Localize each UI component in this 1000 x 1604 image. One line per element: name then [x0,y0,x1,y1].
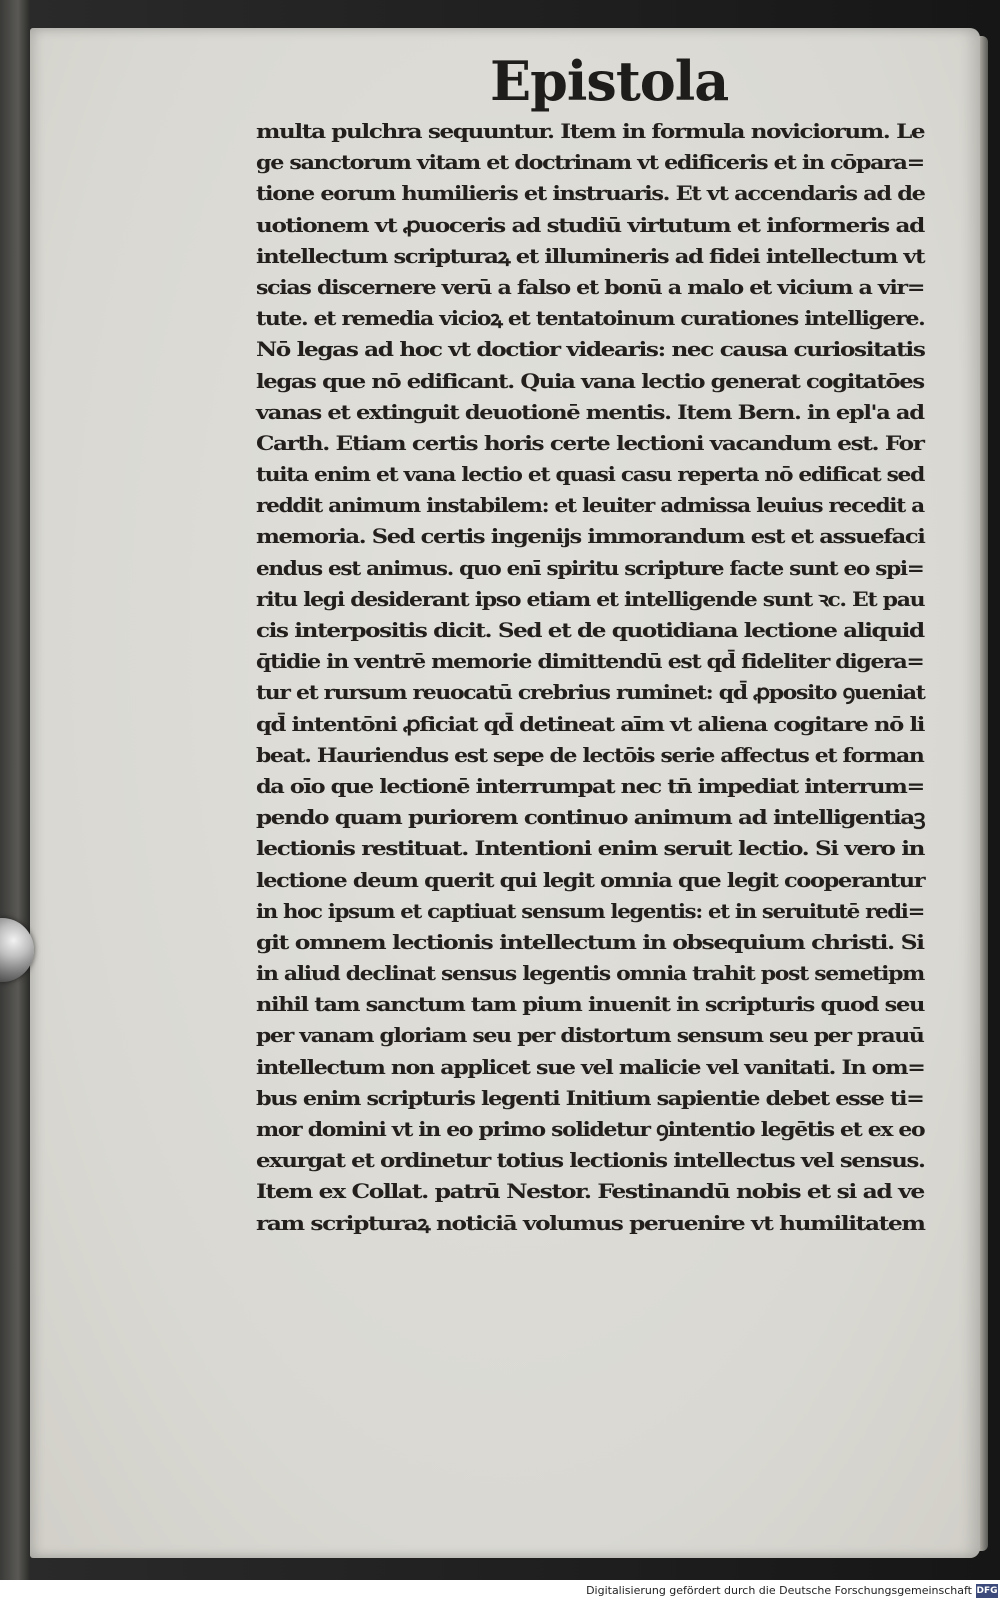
text-line: tione eorum humilieris et instruaris. Et vt accendaris ad de [256,181,925,206]
text-line: lectione deum querit qui legit omnia que legit cooperantur [256,867,925,892]
text-line: legas que nō edificant. Quia vana lectio generat cogitatōes [256,368,924,393]
text-line: ge sanctorum vitam et doctrinam vt edificeris et in cōpara= [256,150,924,175]
text-line: in hoc ipsum et captiuat sensum legentis: et in seruitutē redi= [256,898,925,923]
text-line: tute. et remedia vicioꝝ et tentatoinum curationes intelligere. [256,306,925,331]
text-line: in aliud declinat sensus legentis omnia trahit post semetipm [256,961,924,986]
text-line: tuita enim et vana lectio et quasi casu reperta nō edificat sed [256,462,924,487]
text-line: vanas et extinguit deuotionē mentis. Item Bern. in epl'a ad [256,399,924,424]
text-line: Item ex Collat. patrū Nestor. Festinandū nobis et si ad ve [256,1179,924,1204]
text-line: pendo quam puriorem continuo animum ad intelligentiaꝫ [256,805,925,830]
text-line: cis interpositis dicit. Sed et de quotidiana lectione aliquid [256,618,924,642]
text-line: qd̄ intentōni ꝓficiat qd̄ detineat aīm vt aliena cogitare nō li [256,711,924,736]
text-line: ram scripturaꝝ noticiā volumus peruenire vt humilitatem [256,1210,925,1235]
text-line: Carth. Etiam certis horis certe lectioni vacandum est. For [256,430,924,455]
text-block [256,116,926,1239]
text-line: ritu legi desiderant ipso etiam et intelligende sunt ꝛc. Et pau [256,586,925,611]
footer-credit: Digitalisierung gefördert durch die Deutsche Forschungsgemeinschaft [586,1584,972,1597]
footer-bar [0,1580,1000,1604]
text-line: lectionis restituat. Intentioni enim seruit lectio. Si vero in [256,836,925,861]
scanner-edge [0,0,30,1580]
text-line: bus enim scripturis legenti Initium sapientie debet esse ti= [256,1085,924,1110]
text-line: tur et rursum reuocatū crebrius ruminet: qd̄ ꝓposito ꝯueniat [256,680,925,705]
text-line: intellectum non applicet sue vel malicie vel vanitati. In om= [256,1054,925,1079]
text-line: mor domini vt in eo primo solidetur ꝯintentio legētis et ex eo [256,1117,925,1141]
text-line: q̄tidie in ventrē memorie dimittendū est qd̄ fideliter digera= [256,649,924,674]
text-line: da oīo que lectionē interrumpat nec tn̄ impediat interrum= [256,773,924,798]
text-line: Nō legas ad hoc vt doctior videaris: nec causa curiositatis [256,337,925,362]
running-head: Epistola [490,49,729,113]
text-line: endus est animus. quo enī spiritu scripture facte sunt eo spi= [256,555,924,580]
text-line: reddit animum instabilem: et leuiter admissa leuius recedit a [256,493,924,518]
text-line: uotionem vt ꝓuoceris ad studiū virtutum et informeris ad [256,212,924,237]
dfg-logo: DFG [976,1586,998,1596]
text-line: memoria. Sed certis ingenijs immorandum est et assuefaci [256,524,925,549]
text-line: exurgat et ordinetur totius lectionis intellectus vel sensus. [256,1148,925,1173]
text-line: intellectum scripturaꝝ et illumineris ad fidei intellectum vt [256,243,925,268]
text-line: multa pulchra sequuntur. Item in formula noviciorum. Le [256,119,925,143]
text-line: git omnem lectionis intellectum in obsequium christi. Si [256,929,924,954]
text-line: beat. Hauriendus est sepe de lectōis serie affectus et forman [256,742,924,767]
text-line: scias discernere verū a falso et bonū a malo et vicium a vir= [256,274,925,299]
text-line: per vanam gloriam seu per distortum sensum seu per prauū [256,1023,924,1048]
text-line: nihil tam sanctum tam pium inuenit in scripturis quod seu [256,992,925,1017]
